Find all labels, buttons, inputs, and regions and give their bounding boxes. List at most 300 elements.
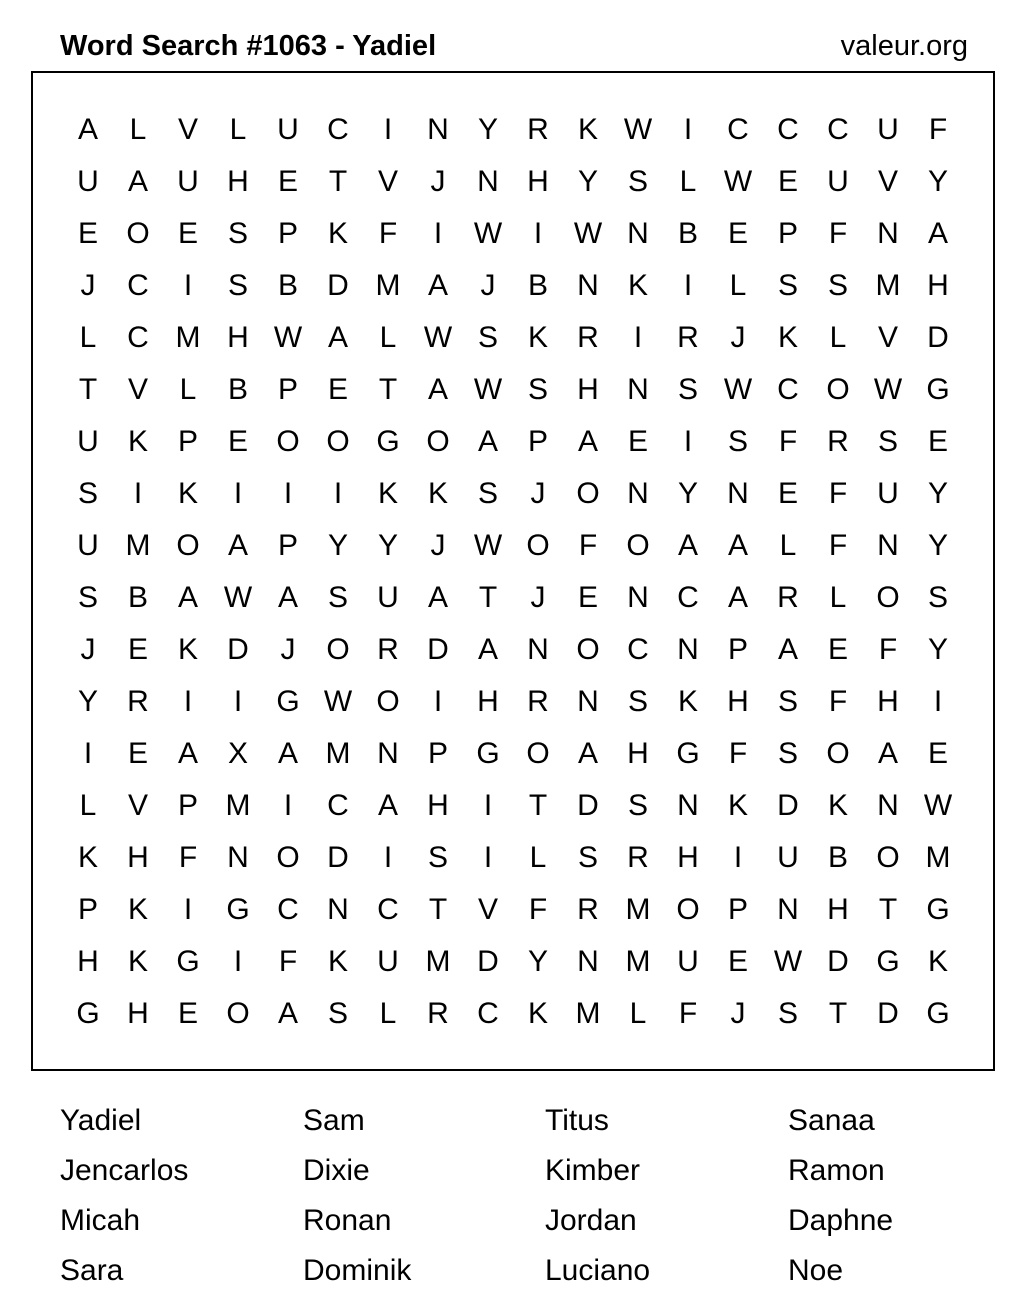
grid-letter: N bbox=[427, 113, 449, 146]
grid-letter: T bbox=[528, 789, 548, 822]
grid-letter: H bbox=[627, 737, 649, 770]
grid-letter: O bbox=[276, 841, 300, 874]
grid-letter: O bbox=[826, 373, 850, 406]
grid-letter: K bbox=[77, 841, 98, 874]
grid-letter: K bbox=[827, 789, 848, 822]
grid-letter: M bbox=[325, 737, 351, 770]
grid-letter: G bbox=[476, 737, 500, 770]
word-list-item: Dominik bbox=[303, 1254, 412, 1287]
grid-letter: D bbox=[327, 841, 349, 874]
grid-letter: S bbox=[327, 997, 348, 1030]
grid-letter: H bbox=[827, 893, 849, 926]
grid-letter: F bbox=[528, 893, 548, 926]
grid-letter: K bbox=[377, 477, 398, 510]
grid-letter: J bbox=[530, 477, 546, 510]
grid-letter: Y bbox=[677, 477, 698, 510]
grid-letter: N bbox=[627, 217, 649, 250]
grid-letter: N bbox=[527, 633, 549, 666]
grid-letter: J bbox=[80, 269, 96, 302]
grid-letter: M bbox=[175, 321, 201, 354]
grid-letter: A bbox=[377, 789, 398, 822]
grid-letter: W bbox=[623, 113, 653, 146]
grid-letter: W bbox=[773, 945, 803, 978]
grid-letter: U bbox=[677, 945, 699, 978]
grid-letter: C bbox=[127, 321, 149, 354]
grid-letter: W bbox=[273, 321, 303, 354]
grid-letter: S bbox=[477, 321, 498, 354]
grid-letter: B bbox=[827, 841, 848, 874]
grid-letter: H bbox=[77, 945, 99, 978]
grid-letter: P bbox=[427, 737, 448, 770]
grid-letter: P bbox=[277, 529, 298, 562]
grid-letter: H bbox=[477, 685, 499, 718]
grid-letter: G bbox=[276, 685, 300, 718]
grid-letter: A bbox=[277, 997, 298, 1030]
grid-letter: P bbox=[277, 373, 298, 406]
grid-letter: O bbox=[326, 425, 350, 458]
grid-letter: W bbox=[573, 217, 603, 250]
grid-letter: I bbox=[433, 217, 443, 250]
grid-letter: J bbox=[430, 165, 446, 198]
grid-letter: S bbox=[777, 685, 798, 718]
word-list-item: Jordan bbox=[545, 1204, 637, 1237]
grid-letter: K bbox=[777, 321, 798, 354]
grid-letter: R bbox=[127, 685, 149, 718]
grid-letter: I bbox=[283, 789, 293, 822]
grid-letter: E bbox=[777, 165, 798, 198]
grid-letter: R bbox=[827, 425, 849, 458]
grid-letter: C bbox=[277, 893, 299, 926]
grid-letter: L bbox=[379, 321, 397, 354]
grid-letter: P bbox=[77, 893, 98, 926]
grid-letter: M bbox=[575, 997, 601, 1030]
grid-letter: M bbox=[125, 529, 151, 562]
grid-letter: T bbox=[878, 893, 898, 926]
grid-letter: H bbox=[927, 269, 949, 302]
grid-letter: S bbox=[927, 581, 948, 614]
grid-letter: B bbox=[527, 269, 548, 302]
grid-letter: I bbox=[633, 321, 643, 354]
grid-letter: N bbox=[677, 789, 699, 822]
grid-letter: K bbox=[677, 685, 698, 718]
grid-letter: Y bbox=[927, 633, 948, 666]
grid-letter: W bbox=[323, 685, 353, 718]
word-list-item: Sanaa bbox=[788, 1104, 875, 1137]
grid-letter: O bbox=[326, 633, 350, 666]
grid-letter: A bbox=[77, 113, 98, 146]
grid-letter: O bbox=[376, 685, 400, 718]
grid-letter: U bbox=[877, 477, 899, 510]
grid-letter: S bbox=[627, 685, 648, 718]
grid-letter: A bbox=[427, 581, 448, 614]
grid-letter: S bbox=[727, 425, 748, 458]
grid-letter: M bbox=[225, 789, 251, 822]
grid-letter: I bbox=[933, 685, 943, 718]
word-list-item: Yadiel bbox=[60, 1104, 142, 1137]
word-list-item: Daphne bbox=[788, 1204, 894, 1237]
grid-letter: A bbox=[727, 581, 748, 614]
grid-letter: A bbox=[277, 581, 298, 614]
grid-letter: N bbox=[877, 789, 899, 822]
grid-letter: K bbox=[527, 997, 548, 1030]
grid-letter: N bbox=[627, 373, 649, 406]
grid-letter: E bbox=[827, 633, 848, 666]
grid-letter: P bbox=[177, 425, 198, 458]
grid-letter: M bbox=[375, 269, 401, 302]
grid-letter: T bbox=[378, 373, 398, 406]
grid-letter: C bbox=[827, 113, 849, 146]
grid-letter: S bbox=[877, 425, 898, 458]
grid-letter: P bbox=[727, 893, 748, 926]
grid-letter: L bbox=[829, 321, 847, 354]
grid-letter: P bbox=[277, 217, 298, 250]
grid-letter: F bbox=[178, 841, 198, 874]
grid-letter: I bbox=[383, 113, 393, 146]
grid-letter: I bbox=[183, 893, 193, 926]
grid-letter: A bbox=[127, 165, 148, 198]
grid-letter: O bbox=[626, 529, 650, 562]
grid-letter: F bbox=[278, 945, 298, 978]
grid-letter: S bbox=[77, 581, 98, 614]
grid-letter: C bbox=[127, 269, 149, 302]
grid-letter: H bbox=[877, 685, 899, 718]
grid-letter: Y bbox=[927, 165, 948, 198]
grid-letter: G bbox=[376, 425, 400, 458]
grid-letter: G bbox=[676, 737, 700, 770]
grid-letter: E bbox=[927, 737, 948, 770]
word-list bbox=[60, 1096, 1030, 1296]
grid-letter: G bbox=[76, 997, 100, 1030]
grid-letter: K bbox=[327, 217, 348, 250]
grid-letter: D bbox=[477, 945, 499, 978]
site-name: valeur.org bbox=[840, 29, 968, 62]
grid-letter: H bbox=[577, 373, 599, 406]
grid-letter: H bbox=[227, 321, 249, 354]
grid-letter: P bbox=[527, 425, 548, 458]
grid-letter: U bbox=[277, 113, 299, 146]
grid-letter: A bbox=[577, 425, 598, 458]
grid-letter: H bbox=[227, 165, 249, 198]
grid-letter: I bbox=[683, 269, 693, 302]
grid-letter: A bbox=[177, 581, 198, 614]
grid-letter: F bbox=[878, 633, 898, 666]
grid-letter: N bbox=[677, 633, 699, 666]
grid-letter: I bbox=[533, 217, 543, 250]
grid-letter: K bbox=[577, 113, 598, 146]
grid-letter: B bbox=[277, 269, 298, 302]
grid-letter: W bbox=[473, 217, 503, 250]
grid-letter: O bbox=[176, 529, 200, 562]
grid-letter: E bbox=[627, 425, 648, 458]
grid-letter: M bbox=[875, 269, 901, 302]
grid-letter: E bbox=[727, 945, 748, 978]
grid-letter: Y bbox=[77, 685, 98, 718]
grid-letter: K bbox=[727, 789, 748, 822]
grid-letter: S bbox=[677, 373, 698, 406]
grid-letter: N bbox=[327, 893, 349, 926]
grid-letter: C bbox=[677, 581, 699, 614]
grid-letter: O bbox=[126, 217, 150, 250]
grid-letter: V bbox=[377, 165, 398, 198]
grid-letter: C bbox=[777, 373, 799, 406]
grid-letter: I bbox=[233, 477, 243, 510]
grid-letter: F bbox=[828, 477, 848, 510]
grid-letter: C bbox=[377, 893, 399, 926]
grid-letter: R bbox=[527, 113, 549, 146]
grid-letter: S bbox=[627, 789, 648, 822]
grid-letter: R bbox=[627, 841, 649, 874]
grid-letter: I bbox=[383, 841, 393, 874]
grid-letter: U bbox=[377, 945, 399, 978]
grid-letter: K bbox=[427, 477, 448, 510]
grid-letter: I bbox=[433, 685, 443, 718]
grid-letter: U bbox=[377, 581, 399, 614]
grid-letter: L bbox=[129, 113, 147, 146]
grid-letter: S bbox=[827, 269, 848, 302]
grid-letter: E bbox=[177, 217, 198, 250]
letter-grid bbox=[63, 104, 963, 1040]
grid-letter: N bbox=[227, 841, 249, 874]
word-list-item: Dixie bbox=[303, 1154, 370, 1187]
grid-letter: A bbox=[277, 737, 298, 770]
grid-letter: T bbox=[828, 997, 848, 1030]
grid-letter: A bbox=[177, 737, 198, 770]
grid-letter: D bbox=[427, 633, 449, 666]
grid-letter: Y bbox=[527, 945, 548, 978]
grid-letter: U bbox=[77, 165, 99, 198]
grid-letter: E bbox=[227, 425, 248, 458]
grid-letter: G bbox=[176, 945, 200, 978]
grid-letter: K bbox=[127, 893, 148, 926]
grid-letter: F bbox=[728, 737, 748, 770]
grid-letter: Y bbox=[377, 529, 398, 562]
grid-letter: J bbox=[530, 581, 546, 614]
grid-letter: S bbox=[777, 269, 798, 302]
grid-letter: N bbox=[777, 893, 799, 926]
grid-letter: L bbox=[229, 113, 247, 146]
grid-letter: F bbox=[828, 217, 848, 250]
grid-letter: E bbox=[577, 581, 598, 614]
grid-letter: W bbox=[723, 165, 753, 198]
grid-letter: E bbox=[177, 997, 198, 1030]
grid-letter: S bbox=[777, 997, 798, 1030]
grid-letter: J bbox=[280, 633, 296, 666]
grid-letter: U bbox=[827, 165, 849, 198]
grid-letter: Y bbox=[927, 529, 948, 562]
grid-letter: D bbox=[877, 997, 899, 1030]
grid-letter: S bbox=[77, 477, 98, 510]
grid-letter: E bbox=[927, 425, 948, 458]
grid-letter: V bbox=[877, 321, 898, 354]
grid-letter: S bbox=[527, 373, 548, 406]
grid-letter: V bbox=[877, 165, 898, 198]
grid-letter: D bbox=[827, 945, 849, 978]
grid-letter: S bbox=[227, 269, 248, 302]
grid-letter: S bbox=[627, 165, 648, 198]
grid-letter: Y bbox=[477, 113, 498, 146]
puzzle-header bbox=[60, 26, 968, 66]
grid-letter: M bbox=[625, 893, 651, 926]
grid-letter: I bbox=[333, 477, 343, 510]
grid-letter: S bbox=[227, 217, 248, 250]
grid-letter: T bbox=[328, 165, 348, 198]
grid-letter: A bbox=[227, 529, 248, 562]
word-list-item: Noe bbox=[788, 1254, 844, 1287]
grid-letter: E bbox=[727, 217, 748, 250]
grid-letter: A bbox=[477, 425, 498, 458]
grid-letter: U bbox=[877, 113, 899, 146]
grid-letter: C bbox=[327, 113, 349, 146]
grid-letter: A bbox=[327, 321, 348, 354]
grid-letter: I bbox=[733, 841, 743, 874]
grid-letter: W bbox=[873, 373, 903, 406]
grid-letter: P bbox=[727, 633, 748, 666]
grid-letter: H bbox=[127, 997, 149, 1030]
grid-letter: O bbox=[876, 841, 900, 874]
grid-letter: S bbox=[777, 737, 798, 770]
grid-letter: K bbox=[127, 945, 148, 978]
grid-letter: H bbox=[127, 841, 149, 874]
grid-letter: O bbox=[826, 737, 850, 770]
grid-letter: E bbox=[127, 737, 148, 770]
grid-letter: U bbox=[777, 841, 799, 874]
grid-letter: A bbox=[577, 737, 598, 770]
grid-letter: N bbox=[627, 477, 649, 510]
grid-letter: L bbox=[629, 997, 647, 1030]
grid-letter: J bbox=[430, 529, 446, 562]
grid-letter: K bbox=[527, 321, 548, 354]
grid-letter: O bbox=[676, 893, 700, 926]
grid-letter: M bbox=[425, 945, 451, 978]
grid-letter: E bbox=[777, 477, 798, 510]
grid-letter: R bbox=[777, 581, 799, 614]
grid-letter: S bbox=[427, 841, 448, 874]
grid-letter: O bbox=[576, 633, 600, 666]
grid-letter: T bbox=[478, 581, 498, 614]
grid-letter: P bbox=[777, 217, 798, 250]
grid-letter: I bbox=[283, 477, 293, 510]
grid-letter: L bbox=[179, 373, 197, 406]
grid-letter: C bbox=[727, 113, 749, 146]
grid-letter: E bbox=[127, 633, 148, 666]
grid-letter: R bbox=[577, 893, 599, 926]
grid-letter: I bbox=[133, 477, 143, 510]
grid-letter: B bbox=[127, 581, 148, 614]
grid-letter: E bbox=[327, 373, 348, 406]
grid-letter: L bbox=[79, 789, 97, 822]
grid-letter: S bbox=[327, 581, 348, 614]
grid-letter: U bbox=[77, 529, 99, 562]
word-list-item: Sara bbox=[60, 1254, 124, 1287]
grid-letter: Y bbox=[577, 165, 598, 198]
grid-letter: I bbox=[183, 269, 193, 302]
grid-letter: A bbox=[727, 529, 748, 562]
grid-letter: O bbox=[526, 529, 550, 562]
grid-letter: J bbox=[730, 997, 746, 1030]
grid-letter: I bbox=[683, 113, 693, 146]
grid-letter: D bbox=[227, 633, 249, 666]
word-list-item: Ramon bbox=[788, 1154, 885, 1187]
grid-letter: B bbox=[677, 217, 698, 250]
grid-letter: A bbox=[427, 373, 448, 406]
grid-letter: W bbox=[473, 529, 503, 562]
grid-letter: M bbox=[925, 841, 951, 874]
grid-letter: U bbox=[77, 425, 99, 458]
grid-letter: A bbox=[477, 633, 498, 666]
grid-letter: R bbox=[427, 997, 449, 1030]
grid-letter: C bbox=[327, 789, 349, 822]
grid-letter: D bbox=[577, 789, 599, 822]
grid-letter: F bbox=[828, 529, 848, 562]
grid-letter: J bbox=[730, 321, 746, 354]
grid-letter: C bbox=[777, 113, 799, 146]
grid-letter: X bbox=[227, 737, 248, 770]
grid-letter: G bbox=[926, 997, 950, 1030]
grid-letter: L bbox=[529, 841, 547, 874]
grid-letter: I bbox=[233, 685, 243, 718]
grid-letter: F bbox=[828, 685, 848, 718]
grid-letter: I bbox=[483, 789, 493, 822]
grid-letter: I bbox=[83, 737, 93, 770]
grid-letter: A bbox=[677, 529, 698, 562]
grid-letter: F bbox=[678, 997, 698, 1030]
grid-letter: N bbox=[577, 945, 599, 978]
grid-letter: H bbox=[527, 165, 549, 198]
grid-letter: L bbox=[829, 581, 847, 614]
grid-letter: K bbox=[927, 945, 948, 978]
grid-letter: I bbox=[483, 841, 493, 874]
grid-letter: N bbox=[877, 217, 899, 250]
grid-letter: M bbox=[625, 945, 651, 978]
grid-letter: N bbox=[577, 685, 599, 718]
grid-letter: T bbox=[78, 373, 98, 406]
word-list-item: Jencarlos bbox=[60, 1154, 189, 1187]
grid-letter: G bbox=[226, 893, 250, 926]
grid-letter: E bbox=[277, 165, 298, 198]
grid-letter: V bbox=[477, 893, 498, 926]
grid-letter: L bbox=[729, 269, 747, 302]
grid-letter: E bbox=[77, 217, 98, 250]
grid-letter: Y bbox=[927, 477, 948, 510]
grid-letter: O bbox=[426, 425, 450, 458]
grid-letter: P bbox=[177, 789, 198, 822]
word-list-item: Micah bbox=[60, 1204, 141, 1237]
grid-letter: N bbox=[377, 737, 399, 770]
grid-letter: N bbox=[477, 165, 499, 198]
grid-letter: G bbox=[926, 373, 950, 406]
grid-letter: D bbox=[777, 789, 799, 822]
grid-letter: F bbox=[778, 425, 798, 458]
puzzle-title: Word Search #1063 - Yadiel bbox=[60, 29, 437, 62]
grid-letter: A bbox=[777, 633, 798, 666]
grid-letter: H bbox=[677, 841, 699, 874]
word-list-item: Kimber bbox=[545, 1154, 641, 1187]
grid-letter: R bbox=[377, 633, 399, 666]
grid-letter: R bbox=[577, 321, 599, 354]
grid-letter: I bbox=[183, 685, 193, 718]
grid-letter: O bbox=[876, 581, 900, 614]
grid-letter: I bbox=[683, 425, 693, 458]
grid-letter: W bbox=[923, 789, 953, 822]
grid-letter: L bbox=[779, 529, 797, 562]
grid-letter: A bbox=[927, 217, 948, 250]
grid-letter: F bbox=[378, 217, 398, 250]
grid-letter: D bbox=[927, 321, 949, 354]
grid-letter: C bbox=[477, 997, 499, 1030]
grid-letter: O bbox=[576, 477, 600, 510]
grid-letter: N bbox=[577, 269, 599, 302]
word-list-item: Titus bbox=[545, 1104, 609, 1137]
